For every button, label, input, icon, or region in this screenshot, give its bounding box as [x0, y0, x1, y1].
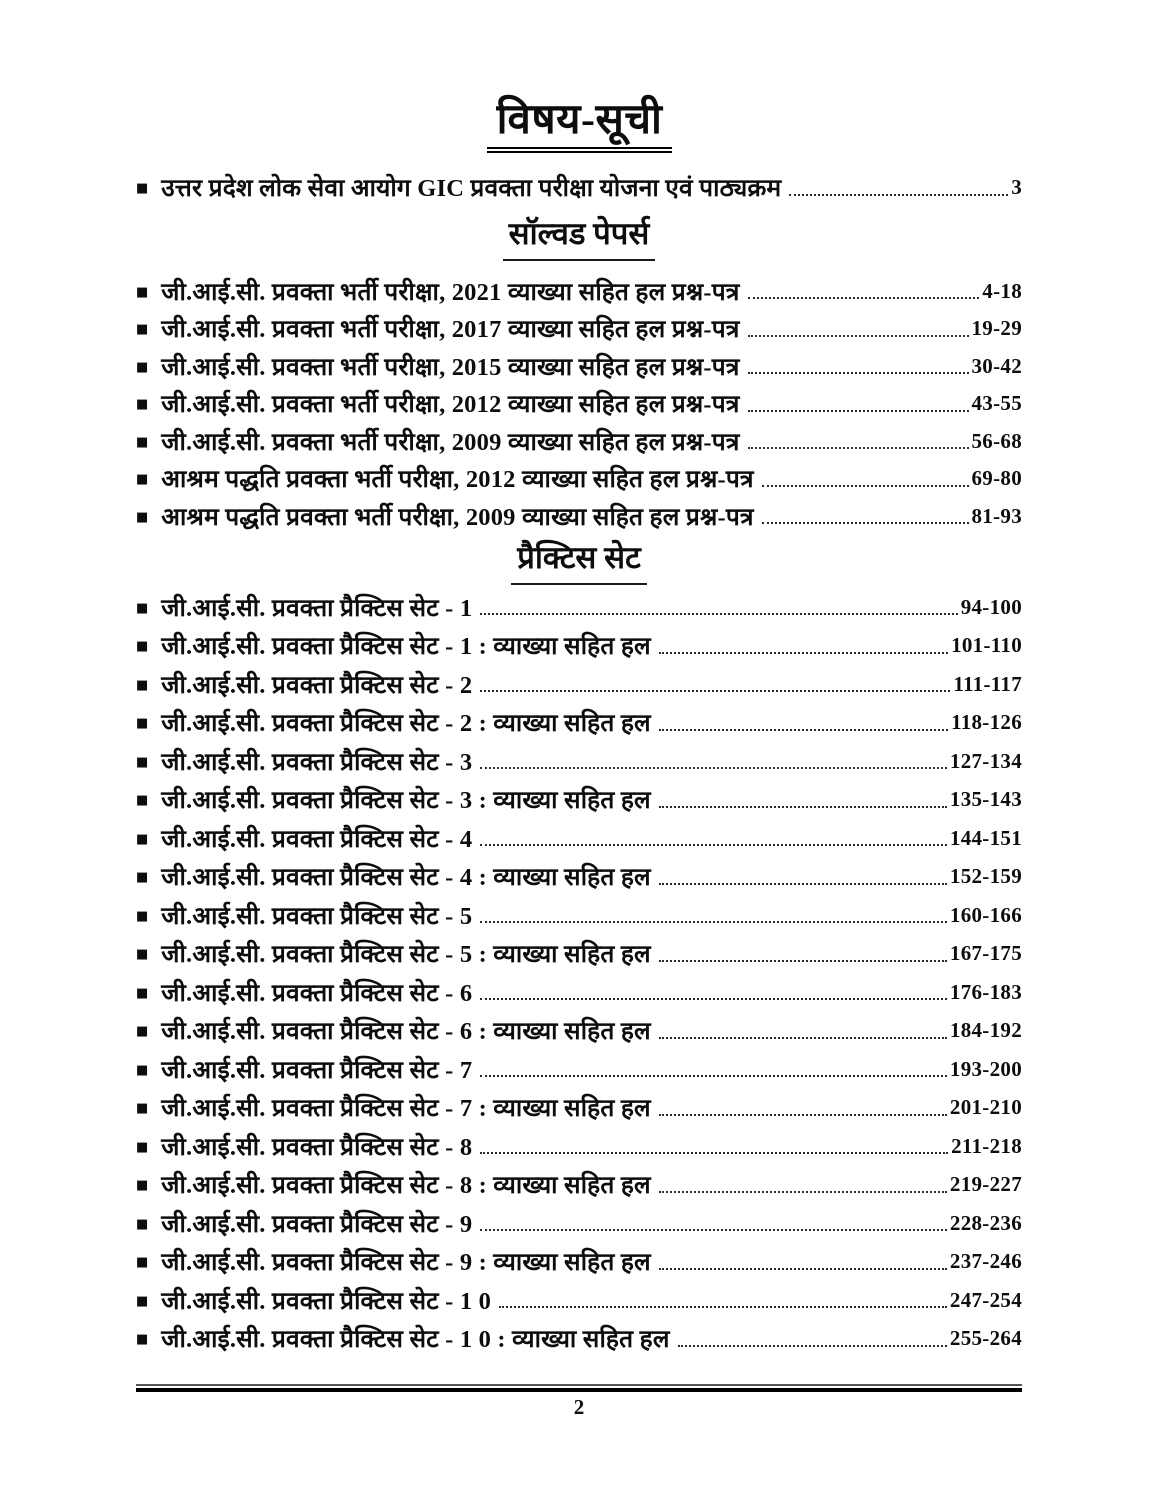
toc-entry-label: जी.आई.सी. प्रवक्ता प्रैक्टिस सेट - 1 0 : व्याख्या सहित हल [161, 1326, 670, 1354]
page-footer [136, 1384, 1022, 1420]
dotted-leader [659, 1268, 947, 1270]
toc-entry-label: जी.आई.सी. प्रवक्ता भर्ती परीक्षा, 2015 व्याख्या सहित हल प्रश्न-पत्र [161, 353, 740, 381]
toc-entry-pages: 94-100 [960, 594, 1022, 619]
toc-entry-label: आश्रम पद्धति प्रवक्ता भर्ती परीक्षा, 2009 व्याख्या सहित हल प्रश्न-पत्र [161, 503, 754, 531]
dotted-leader [748, 447, 969, 449]
toc-entry-label: उत्तर प्रदेश लोक सेवा आयोग GIC प्रवक्ता परीक्षा योजना एवं पाठ्यक्रम [161, 175, 782, 203]
toc-entry-pages: 56-68 [971, 428, 1022, 453]
bullet-square-icon: ■ [136, 284, 149, 300]
toc-entry-label: जी.आई.सी. प्रवक्ता प्रैक्टिस सेट - 4 [161, 825, 473, 853]
toc-entry-pages: 201-210 [949, 1095, 1022, 1120]
toc-entry [136, 857, 1022, 896]
toc-entry [136, 934, 1022, 973]
toc-entry [136, 626, 1022, 665]
toc-entry-label: जी.आई.सी. प्रवक्ता प्रैक्टिस सेट - 8 : व्याख्या सहित हल [161, 1172, 651, 1200]
bullet-square-icon: ■ [136, 322, 149, 338]
dotted-leader [748, 372, 969, 374]
toc-entry-pages: 228-236 [949, 1210, 1022, 1235]
toc-entry-label: जी.आई.सी. प्रवक्ता भर्ती परीक्षा, 2012 व्याख्या सहित हल प्रश्न-पत्र [161, 391, 740, 419]
toc-entry-pages: 127-134 [949, 748, 1022, 773]
toc-entry-pages: 30-42 [971, 353, 1022, 378]
toc-entry-label: जी.आई.सी. प्रवक्ता प्रैक्टिस सेट - 5 : व्याख्या सहित हल [161, 941, 651, 969]
bullet-square-icon: ■ [136, 1216, 149, 1232]
bullet-square-icon: ■ [136, 181, 149, 197]
toc-entry-label: जी.आई.सी. प्रवक्ता भर्ती परीक्षा, 2017 व्याख्या सहित हल प्रश्न-पत्र [161, 316, 740, 344]
toc-entry [136, 819, 1022, 858]
toc-entry-label: जी.आई.सी. प्रवक्ता भर्ती परीक्षा, 2021 व्याख्या सहित हल प्रश्न-पत्र [161, 278, 740, 306]
toc-entry [136, 742, 1022, 781]
dotted-leader [659, 1191, 947, 1193]
bullet-square-icon: ■ [136, 1139, 149, 1155]
toc-entry [136, 1011, 1022, 1050]
toc-entry-pages: 144-151 [949, 825, 1022, 850]
toc-entry-pages: 69-80 [971, 466, 1022, 491]
toc-section-practice [136, 539, 1022, 1358]
toc-entry [136, 498, 1022, 536]
toc-entry [136, 385, 1022, 423]
toc-entry [136, 1281, 1022, 1320]
dotted-leader [480, 844, 947, 846]
section-heading [136, 539, 1022, 585]
dotted-leader [659, 960, 947, 962]
toc-section-solved [136, 215, 1022, 535]
toc-entry [136, 1319, 1022, 1358]
toc-entry-pages: 167-175 [949, 941, 1022, 966]
toc-entry-pages: 3 [1011, 175, 1022, 200]
toc-entry [136, 588, 1022, 627]
bullet-square-icon: ■ [136, 359, 149, 375]
bullet-square-icon: ■ [136, 600, 149, 616]
dotted-leader [480, 613, 957, 615]
toc-entry-label: जी.आई.सी. प्रवक्ता प्रैक्टिस सेट - 2 : व्याख्या सहित हल [161, 710, 651, 738]
toc-entry [136, 273, 1022, 311]
toc-entry-pages: 160-166 [949, 902, 1022, 927]
toc-entry-pages: 111-117 [953, 671, 1022, 696]
toc-entry-label: जी.आई.सी. प्रवक्ता प्रैक्टिस सेट - 8 [161, 1133, 473, 1161]
toc-entry [136, 973, 1022, 1012]
toc-entry-pages: 135-143 [949, 787, 1022, 812]
toc-entry-pages: 4-18 [982, 278, 1022, 303]
toc-entry-pages: 219-227 [949, 1172, 1022, 1197]
toc-entry-pages: 184-192 [949, 1018, 1022, 1043]
toc-entry [136, 1127, 1022, 1166]
dotted-leader [659, 1114, 947, 1116]
toc-entry-pages: 255-264 [949, 1326, 1022, 1351]
bullet-square-icon: ■ [136, 985, 149, 1001]
toc-entry-label: जी.आई.सी. प्रवक्ता प्रैक्टिस सेट - 7 : व्याख्या सहित हल [161, 1095, 651, 1123]
toc-entry-pages: 193-200 [949, 1056, 1022, 1081]
toc-entry [136, 348, 1022, 386]
bullet-square-icon: ■ [136, 716, 149, 732]
dotted-leader [659, 1037, 947, 1039]
toc-entry [136, 1088, 1022, 1127]
dotted-leader [480, 921, 947, 923]
toc-entry-pages: 152-159 [949, 864, 1022, 889]
toc-entry-label: जी.आई.सी. प्रवक्ता प्रैक्टिस सेट - 3 [161, 748, 473, 776]
toc-entry-label: जी.आई.सी. प्रवक्ता प्रैक्टिस सेट - 6 : व्याख्या सहित हल [161, 1018, 651, 1046]
toc-entry-label: जी.आई.सी. प्रवक्ता प्रैक्टिस सेट - 6 [161, 979, 473, 1007]
toc-entry-label: जी.आई.सी. प्रवक्ता प्रैक्टिस सेट - 4 : व्याख्या सहित हल [161, 864, 651, 892]
bullet-square-icon: ■ [136, 472, 149, 488]
toc-entry [136, 1204, 1022, 1243]
dotted-leader [659, 729, 948, 731]
toc-entry-label: जी.आई.सी. प्रवक्ता भर्ती परीक्षा, 2009 व्याख्या सहित हल प्रश्न-पत्र [161, 428, 740, 456]
bullet-square-icon: ■ [136, 1062, 149, 1078]
bullet-square-icon: ■ [136, 677, 149, 693]
toc-entry [136, 665, 1022, 704]
bullet-square-icon: ■ [136, 908, 149, 924]
toc-entry-pages: 247-254 [949, 1287, 1022, 1312]
bullet-square-icon: ■ [136, 1255, 149, 1271]
toc-entry [136, 703, 1022, 742]
dotted-leader [659, 806, 947, 808]
dotted-leader [678, 1345, 947, 1347]
page-number: 2 [573, 1395, 585, 1419]
section-heading-text: प्रैक्टिस सेट [511, 539, 646, 585]
toc-entry [136, 896, 1022, 935]
toc-entry-label: जी.आई.सी. प्रवक्ता प्रैक्टिस सेट - 1 : व्याख्या सहित हल [161, 633, 651, 661]
bullet-square-icon: ■ [136, 1024, 149, 1040]
dotted-leader [762, 522, 969, 524]
toc-entry-pages: 176-183 [949, 979, 1022, 1004]
toc-entry-pages: 101-110 [951, 633, 1022, 658]
dotted-leader [748, 335, 969, 337]
dotted-leader [659, 652, 948, 654]
dotted-leader [480, 1229, 947, 1231]
toc-entry [136, 460, 1022, 498]
bullet-square-icon: ■ [136, 434, 149, 450]
bullet-square-icon: ■ [136, 870, 149, 886]
bullet-square-icon: ■ [136, 397, 149, 413]
bullet-square-icon: ■ [136, 639, 149, 655]
dotted-leader [659, 883, 947, 885]
toc-entry-label: जी.आई.सी. प्रवक्ता प्रैक्टिस सेट - 1 0 [161, 1287, 492, 1315]
bullet-square-icon: ■ [136, 1178, 149, 1194]
toc-entry [136, 168, 1022, 207]
toc-entry-pages: 211-218 [951, 1133, 1022, 1158]
dotted-leader [748, 410, 969, 412]
dotted-leader [789, 194, 1008, 196]
toc-entry [136, 780, 1022, 819]
dotted-leader [480, 690, 950, 692]
page-title [0, 0, 1159, 153]
dotted-leader [480, 1075, 947, 1077]
bullet-square-icon: ■ [136, 754, 149, 770]
bullet-square-icon: ■ [136, 831, 149, 847]
toc-entry-label: आश्रम पद्धति प्रवक्ता भर्ती परीक्षा, 2012 व्याख्या सहित हल प्रश्न-पत्र [161, 466, 754, 494]
dotted-leader [762, 485, 969, 487]
toc-entry-label: जी.आई.सी. प्रवक्ता प्रैक्टिस सेट - 2 [161, 671, 473, 699]
dotted-leader [480, 767, 947, 769]
section-heading [136, 215, 1022, 261]
toc-entry-label: जी.आई.सी. प्रवक्ता प्रैक्टिस सेट - 7 [161, 1056, 473, 1084]
dotted-leader [748, 297, 980, 299]
dotted-leader [499, 1306, 947, 1308]
toc-entry-label: जी.आई.सी. प्रवक्ता प्रैक्टिस सेट - 5 [161, 902, 473, 930]
toc-entry-label: जी.आई.सी. प्रवक्ता प्रैक्टिस सेट - 1 [161, 594, 473, 622]
toc-entry-pages: 19-29 [971, 316, 1022, 341]
bullet-square-icon: ■ [136, 793, 149, 809]
toc-entry-pages: 237-246 [949, 1249, 1022, 1274]
toc-entry-label: जी.आई.सी. प्रवक्ता प्रैक्टिस सेट - 9 : व्याख्या सहित हल [161, 1249, 651, 1277]
bullet-square-icon: ■ [136, 1293, 149, 1309]
toc-entry [136, 1242, 1022, 1281]
toc-entry [136, 1050, 1022, 1089]
bullet-square-icon: ■ [136, 1332, 149, 1348]
dotted-leader [480, 998, 947, 1000]
toc-entry-label: जी.आई.सी. प्रवक्ता प्रैक्टिस सेट - 9 [161, 1210, 473, 1238]
page-title-text: विषय-सूची [487, 96, 673, 153]
toc-entry [136, 1165, 1022, 1204]
toc-entry-pages: 43-55 [971, 391, 1022, 416]
table-of-contents [136, 168, 1022, 1358]
footer-rule [136, 1384, 1022, 1392]
dotted-leader [480, 1152, 948, 1154]
toc-entry-pages: 81-93 [971, 503, 1022, 528]
bullet-square-icon: ■ [136, 509, 149, 525]
toc-entry [136, 423, 1022, 461]
toc-entry [136, 310, 1022, 348]
toc-entry-pages: 118-126 [951, 710, 1022, 735]
section-heading-text: सॉल्वड पेपर्स [503, 215, 656, 261]
toc-entry-label: जी.आई.सी. प्रवक्ता प्रैक्टिस सेट - 3 : व्याख्या सहित हल [161, 787, 651, 815]
bullet-square-icon: ■ [136, 947, 149, 963]
bullet-square-icon: ■ [136, 1101, 149, 1117]
